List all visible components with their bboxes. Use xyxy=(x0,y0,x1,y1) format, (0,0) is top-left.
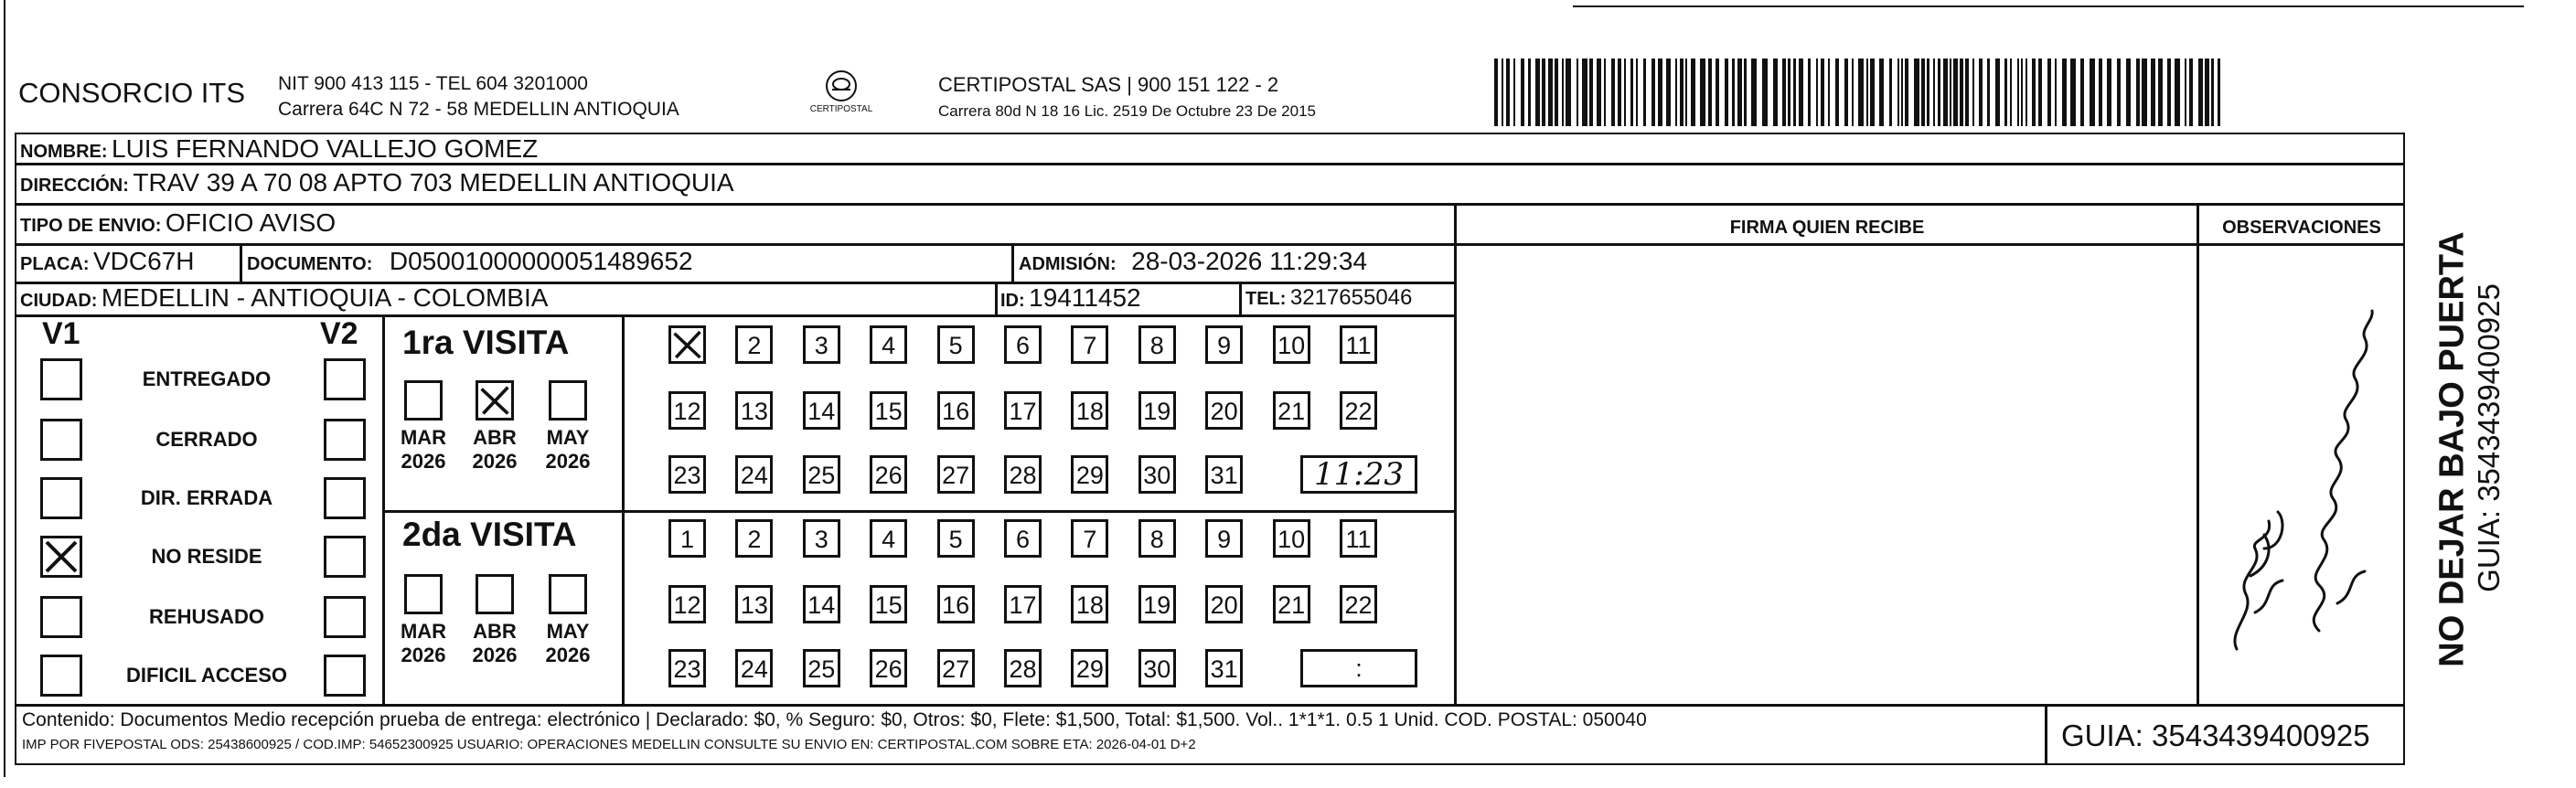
barcode-bar xyxy=(2151,59,2155,126)
barcode-bar xyxy=(1914,59,1919,126)
footer-guia: GUIA: 3543439400925 xyxy=(2061,719,2370,752)
day-box[interactable]: 14 xyxy=(803,585,840,623)
day-box[interactable]: 15 xyxy=(870,391,907,430)
v1-checkbox[interactable] xyxy=(40,536,82,578)
barcode-bar xyxy=(2117,59,2121,126)
barcode-bar xyxy=(1995,59,2000,126)
day-box[interactable]: 5 xyxy=(937,519,975,558)
barcode-bar xyxy=(1737,59,1742,126)
side-warning: NO DEJAR BAJO PUERTA xyxy=(2432,231,2472,667)
row-rule xyxy=(15,314,1455,317)
day-box[interactable]: 2 xyxy=(735,519,773,558)
certipostal-logo xyxy=(805,64,878,119)
v1-checkbox[interactable] xyxy=(40,596,82,638)
barcode-bar xyxy=(2004,59,2007,126)
month-label xyxy=(536,620,600,667)
day-box[interactable]: 21 xyxy=(1273,585,1310,623)
col-rule xyxy=(2197,203,2199,704)
month-checkbox[interactable] xyxy=(404,380,443,421)
handwritten-observation xyxy=(2200,247,2403,702)
month-label xyxy=(536,426,600,474)
barcode-bar xyxy=(1502,59,1503,126)
barcode-bar xyxy=(2211,59,2214,126)
barcode-bar xyxy=(2126,59,2131,126)
day-box[interactable]: 26 xyxy=(870,455,907,494)
nombre-row xyxy=(20,134,538,164)
observaciones-header: OBSERVACIONES xyxy=(2222,218,2381,238)
month-year: 2026 xyxy=(401,450,446,473)
month-year: 2026 xyxy=(545,450,591,473)
barcode-bar xyxy=(1762,59,1768,126)
admision-value: 28-03-2026 11:29:34 xyxy=(1131,247,1368,275)
v2-checkbox[interactable] xyxy=(324,419,366,461)
day-box[interactable]: 28 xyxy=(1004,455,1042,494)
barcode-bar xyxy=(1732,59,1735,126)
day-box[interactable]: 25 xyxy=(803,455,840,494)
day-box[interactable]: 8 xyxy=(1138,325,1176,364)
id-label: ID: xyxy=(1000,291,1025,311)
day-box[interactable]: 1 xyxy=(668,519,706,558)
day-box[interactable]: 19 xyxy=(1138,391,1176,430)
day-box[interactable]: 9 xyxy=(1205,519,1243,558)
tipo-envio-row xyxy=(20,208,336,238)
day-box[interactable]: 17 xyxy=(1004,391,1042,430)
month-year: 2026 xyxy=(401,644,446,666)
barcode-bar xyxy=(1965,59,1969,126)
side-guia: GUIA: 3543439400925 xyxy=(2472,283,2506,592)
status-reason-label: DIR. ERRADA xyxy=(140,486,273,509)
barcode-bar xyxy=(1716,59,1719,126)
month-name: MAY xyxy=(546,620,590,643)
day-box[interactable]: 12 xyxy=(668,391,706,430)
id-value: 19411452 xyxy=(1029,283,1141,312)
month-checkbox[interactable] xyxy=(404,574,443,614)
barcode-bar xyxy=(1725,59,1728,126)
day-box[interactable]: 29 xyxy=(1071,649,1108,687)
barcode-bar xyxy=(2185,59,2186,126)
day-box[interactable]: 7 xyxy=(1071,325,1108,364)
v1-checkbox[interactable] xyxy=(40,655,82,697)
certipostal-logo-text: CERTIPOSTAL xyxy=(809,104,873,114)
day-box[interactable]: 13 xyxy=(735,391,773,430)
day-box[interactable]: 27 xyxy=(937,455,975,494)
barcode-bar xyxy=(1889,59,1892,126)
barcode-bar xyxy=(1577,59,1578,126)
barcode-bar xyxy=(1816,59,1818,126)
month-year: 2026 xyxy=(545,644,591,666)
day-box[interactable]: 4 xyxy=(870,519,907,558)
month-name: MAY xyxy=(546,426,590,449)
barcode-bar xyxy=(1828,59,1830,126)
day-box[interactable]: 21 xyxy=(1273,391,1310,430)
barcode-bar xyxy=(1604,59,1606,126)
col-rule xyxy=(240,243,242,282)
barcode-bar xyxy=(1589,59,1593,126)
day-box[interactable]: 28 xyxy=(1004,649,1042,687)
month-name: MAR xyxy=(400,620,447,643)
barcode-bar xyxy=(1521,59,1524,126)
day-box[interactable]: 11 xyxy=(1340,519,1377,558)
month-name: ABR xyxy=(473,620,517,643)
barcode-bar xyxy=(1844,59,1848,126)
barcode-bar xyxy=(1793,59,1796,126)
barcode-bar xyxy=(2218,59,2220,126)
day-box[interactable]: 18 xyxy=(1071,585,1108,623)
month-year: 2026 xyxy=(472,450,518,473)
day-box[interactable]: 13 xyxy=(735,585,773,623)
month-label xyxy=(463,620,527,667)
visit1-title: 1ra VISITA xyxy=(402,324,570,361)
col-rule xyxy=(382,314,385,704)
time-box[interactable]: : xyxy=(1300,649,1417,687)
day-box[interactable]: 16 xyxy=(937,585,975,623)
barcode-bar xyxy=(1611,59,1615,126)
barcode-bar xyxy=(1866,59,1868,126)
ciudad-label: CIUDAD: xyxy=(20,291,98,311)
barcode-bar xyxy=(1808,59,1811,126)
barcode-bar xyxy=(1658,59,1662,126)
day-box[interactable]: 22 xyxy=(1340,391,1377,430)
direccion-label: DIRECCIÓN: xyxy=(20,176,129,196)
barcode-bar xyxy=(1921,59,1925,126)
direccion-value: TRAV 39 A 70 08 APTO 703 MEDELLIN ANTIOQUIA xyxy=(133,168,734,197)
barcode-bar xyxy=(2080,59,2084,126)
barcode-bar xyxy=(2047,59,2051,126)
barcode-bar xyxy=(1852,59,1854,126)
barcode-bar xyxy=(1858,59,1864,126)
tipo-envio-value: OFICIO AVISO xyxy=(165,208,337,237)
row-rule xyxy=(15,243,2405,246)
barcode-bar xyxy=(1582,59,1587,126)
footer-contenido: Contenido: Documentos Medio recepción prueba de entrega: electrónico | Declarado: $0, % Seguro: $0, Otros: $0, Flete: $1,500, Total: $1,500. Vol.. 1*1*1. 0.5 1 Unid. COD. POSTAL: 050040 xyxy=(22,709,1647,730)
nit-line: NIT 900 413 115 - TEL 604 3201000 xyxy=(278,73,588,94)
v2-checkbox[interactable] xyxy=(324,596,366,638)
day-box[interactable]: 30 xyxy=(1138,649,1176,687)
day-box[interactable]: 15 xyxy=(870,585,907,623)
v1-label: V1 xyxy=(42,316,80,351)
month-year: 2026 xyxy=(472,644,518,666)
barcode-bar xyxy=(1685,59,1687,126)
barcode-bar xyxy=(1618,59,1621,126)
tel-row xyxy=(1245,285,1412,311)
visit2-title: 2da VISITA xyxy=(402,516,577,553)
v2-checkbox[interactable] xyxy=(324,655,366,697)
barcode-bar xyxy=(1933,59,1935,126)
day-box[interactable]: 10 xyxy=(1273,325,1310,364)
barcode-bar xyxy=(1548,59,1553,126)
barcode-bar xyxy=(1494,59,1498,126)
admision-row xyxy=(1019,247,1367,276)
day-box[interactable]: 22 xyxy=(1340,585,1377,623)
day-box[interactable]: 26 xyxy=(870,649,907,687)
barcode-bar xyxy=(1938,59,1940,126)
day-box[interactable]: 23 xyxy=(668,649,706,687)
barcode-bar xyxy=(2107,59,2111,126)
left-edge-rule xyxy=(4,0,5,777)
day-box[interactable]: 20 xyxy=(1205,391,1243,430)
day-box[interactable] xyxy=(668,325,706,364)
v2-checkbox[interactable] xyxy=(324,536,366,578)
month-label xyxy=(391,620,455,667)
barcode-bar xyxy=(2070,59,2076,126)
barcode-bar xyxy=(1542,59,1545,126)
barcode-bar xyxy=(1799,59,1803,126)
day-box[interactable]: 31 xyxy=(1205,455,1243,494)
barcode-bar xyxy=(2136,59,2140,126)
documento-row xyxy=(247,247,693,276)
barcode-bar xyxy=(1879,59,1884,126)
v1-checkbox[interactable] xyxy=(40,419,82,461)
ciudad-row xyxy=(20,283,548,313)
barcode-bar xyxy=(1506,59,1510,126)
col-rule xyxy=(995,282,998,314)
barcode-bar xyxy=(2010,59,2012,126)
day-box[interactable]: 17 xyxy=(1004,585,1042,623)
v2-checkbox[interactable] xyxy=(324,477,366,519)
day-box[interactable]: 12 xyxy=(668,585,706,623)
barcode-bar xyxy=(2189,59,2193,126)
day-box[interactable]: 23 xyxy=(668,455,706,494)
day-box[interactable]: 24 xyxy=(735,649,773,687)
month-name: MAR xyxy=(400,426,447,449)
day-box[interactable]: 27 xyxy=(937,649,975,687)
col-rule xyxy=(2045,704,2047,765)
placa-value: VDC67H xyxy=(93,247,195,275)
barcode-bar xyxy=(1782,59,1786,126)
day-box[interactable]: 30 xyxy=(1138,455,1176,494)
barcode-bar xyxy=(1744,59,1747,126)
direccion-row xyxy=(20,168,734,197)
barcode-bar xyxy=(1821,59,1824,126)
barcode-bar xyxy=(1773,59,1778,126)
day-box[interactable]: 10 xyxy=(1273,519,1310,558)
day-box[interactable]: 8 xyxy=(1138,519,1176,558)
barcode-bar xyxy=(1555,59,1558,126)
day-box[interactable]: 19 xyxy=(1138,585,1176,623)
day-box[interactable]: 14 xyxy=(803,391,840,430)
barcode-bar xyxy=(1927,59,1929,126)
day-box[interactable]: 7 xyxy=(1071,519,1108,558)
day-box[interactable]: 20 xyxy=(1205,585,1243,623)
day-box[interactable]: 3 xyxy=(803,325,840,364)
day-box[interactable]: 16 xyxy=(937,391,975,430)
barcode-bar xyxy=(2099,59,2102,126)
v1-checkbox[interactable] xyxy=(40,477,82,519)
documento-label: DOCUMENTO: xyxy=(247,254,373,274)
barcode-bar xyxy=(1788,59,1790,126)
barcode-bar xyxy=(1987,59,1990,126)
barcode-bar xyxy=(2017,59,2019,126)
status-reason-label: ENTREGADO xyxy=(142,367,272,390)
placa-row xyxy=(20,247,194,276)
barcode-bar xyxy=(2175,59,2180,126)
day-box[interactable]: 6 xyxy=(1004,519,1042,558)
month-label xyxy=(463,426,527,474)
barcode-bar xyxy=(1708,59,1712,126)
company-address: Carrera 64C N 72 - 58 MEDELLIN ANTIOQUIA xyxy=(278,99,679,120)
id-row xyxy=(1000,283,1141,313)
day-box[interactable]: 9 xyxy=(1205,325,1243,364)
barcode-bar xyxy=(1675,59,1677,126)
barcode-bar xyxy=(1897,59,1899,126)
col-rule xyxy=(622,314,625,704)
tel-label: TEL: xyxy=(1245,289,1287,309)
barcode-bar xyxy=(2055,59,2057,126)
barcode-bar xyxy=(1562,59,1564,126)
tipo-envio-label: TIPO DE ENVIO: xyxy=(20,216,162,236)
company-name: CONSORCIO ITS xyxy=(18,77,246,109)
barcode-bar xyxy=(1751,59,1757,126)
top-rule xyxy=(1573,5,2524,7)
day-box[interactable]: 2 xyxy=(735,325,773,364)
barcode-bar xyxy=(1960,59,1963,126)
barcode-bar xyxy=(2062,59,2067,126)
day-box[interactable]: 3 xyxy=(803,519,840,558)
row-rule xyxy=(382,510,1454,513)
barcode-bar xyxy=(1666,59,1671,126)
v1-checkbox[interactable] xyxy=(40,358,82,400)
barcode-bar xyxy=(1636,59,1638,126)
barcode-bar xyxy=(2032,59,2036,126)
documento-value: D05001000000051489652 xyxy=(389,247,693,275)
day-box[interactable]: 18 xyxy=(1071,391,1108,430)
ciudad-value: MEDELLIN - ANTIOQUIA - COLOMBIA xyxy=(101,283,549,312)
month-label xyxy=(391,426,455,474)
barcode-bar xyxy=(2142,59,2147,126)
barcode-bar xyxy=(1597,59,1601,126)
barcode-bar xyxy=(1953,59,1958,126)
side-text xyxy=(2414,137,2524,768)
barcode-bar xyxy=(2167,59,2171,126)
col-rule xyxy=(1239,282,1242,314)
status-reason-label: NO RESIDE xyxy=(151,545,262,568)
barcode-bar xyxy=(1630,59,1633,126)
barcode-bar xyxy=(1835,59,1839,126)
barcode-bar xyxy=(2038,59,2042,126)
barcode-bar xyxy=(2158,59,2163,126)
day-box[interactable]: 4 xyxy=(870,325,907,364)
barcode-bar xyxy=(1643,59,1646,126)
barcode-bar xyxy=(1624,59,1626,126)
barcode-bar xyxy=(1972,59,1974,126)
day-box[interactable]: 5 xyxy=(937,325,975,364)
barcode-bar xyxy=(1700,59,1705,126)
month-checkbox[interactable] xyxy=(476,380,514,421)
col-rule xyxy=(1454,203,1457,704)
month-checkbox[interactable] xyxy=(476,574,514,614)
barcode-bar xyxy=(2198,59,2203,126)
barcode-bar xyxy=(1535,59,1540,126)
carrier-line: CERTIPOSTAL SAS | 900 151 122 - 2 xyxy=(938,73,1279,96)
barcode-bar xyxy=(1901,59,1903,126)
firma-header: FIRMA QUIEN RECIBE xyxy=(1729,218,1925,238)
barcode-bar xyxy=(1691,59,1695,126)
barcode-bar xyxy=(1651,59,1655,126)
time-box[interactable]: 11:23 xyxy=(1300,455,1417,494)
day-box[interactable]: 6 xyxy=(1004,325,1042,364)
status-reason-label: DIFICIL ACCESO xyxy=(125,664,287,687)
v2-checkbox[interactable] xyxy=(324,358,366,400)
placa-label: PLACA: xyxy=(20,254,90,274)
barcode-bar xyxy=(1905,59,1908,126)
barcode-bar xyxy=(1979,59,1983,126)
barcode-bar xyxy=(2021,59,2023,126)
barcode-bar xyxy=(1513,59,1515,126)
day-box[interactable]: 24 xyxy=(735,455,773,494)
footer-imp-line: IMP POR FIVEPOSTAL ODS: 25438600925 / COD.IMP: 54652300925 USUARIO: OPERACIONES MEDELLIN CONSULTE SU ENVIO EN: CERTIPOSTAL.COM SOBRE ETA: 2026-04-01 D+2 xyxy=(22,737,1196,752)
barcode-bar xyxy=(2026,59,2027,126)
month-checkbox[interactable] xyxy=(549,574,587,614)
status-reason-label: CERRADO xyxy=(155,428,258,451)
nombre-label: NOMBRE: xyxy=(20,142,108,162)
license-line: Carrera 80d N 18 16 Lic. 2519 De Octubre 23 De 2015 xyxy=(938,102,1316,120)
day-box[interactable]: 25 xyxy=(803,649,840,687)
v2-label: V2 xyxy=(320,316,358,351)
barcode-bar xyxy=(1566,59,1571,126)
barcode-bar xyxy=(1870,59,1875,126)
day-box[interactable]: 11 xyxy=(1340,325,1377,364)
month-checkbox[interactable] xyxy=(549,380,587,421)
tel-value: 3217655046 xyxy=(1289,285,1413,310)
day-box[interactable]: 31 xyxy=(1205,649,1243,687)
barcode-bar xyxy=(1528,59,1531,126)
barcode-bar xyxy=(2205,59,2209,126)
admision-label: ADMISIÓN: xyxy=(1019,254,1117,274)
day-box[interactable]: 29 xyxy=(1071,455,1108,494)
barcode-bar xyxy=(1943,59,1948,126)
barcode-bar xyxy=(1680,59,1683,126)
col-rule xyxy=(1011,243,1014,282)
month-name: ABR xyxy=(473,426,517,449)
status-reason-label: REHUSADO xyxy=(149,605,264,628)
barcode-bar xyxy=(2090,59,2095,126)
row-rule xyxy=(15,203,2405,206)
nombre-value: LUIS FERNANDO VALLEJO GOMEZ xyxy=(112,134,539,163)
barcode-bar xyxy=(1950,59,1951,126)
